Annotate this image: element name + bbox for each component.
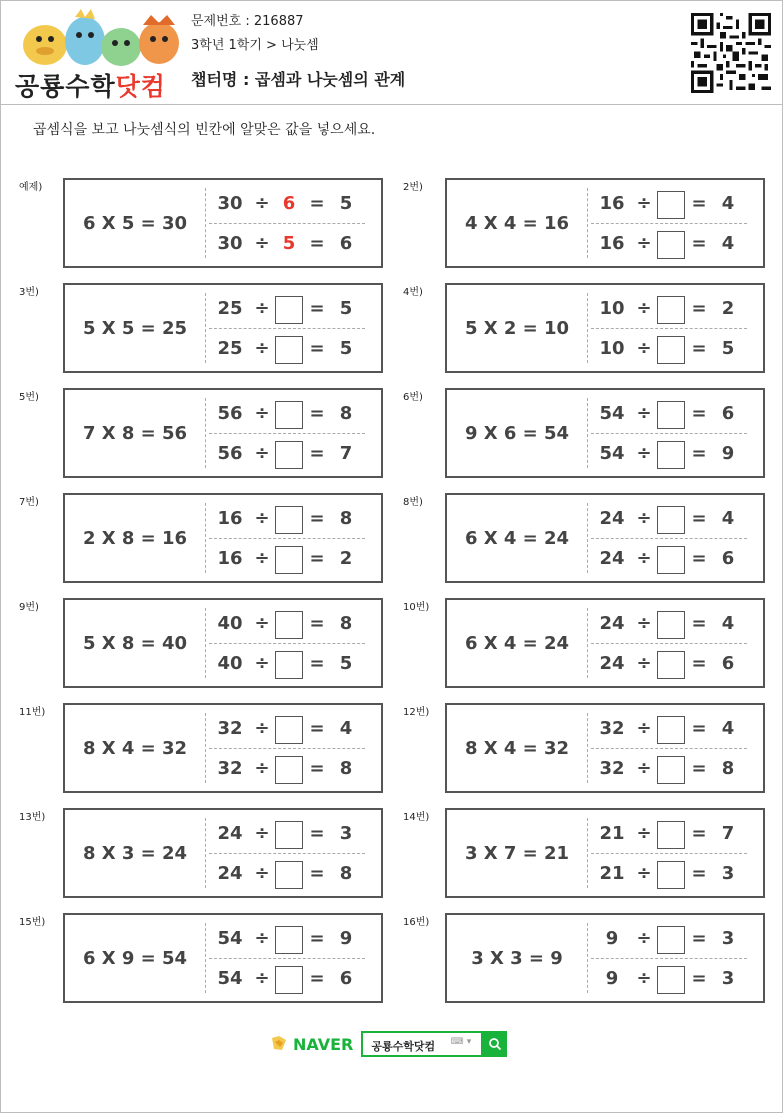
- dividend: 16: [599, 193, 625, 214]
- problem-box: [63, 808, 383, 898]
- multiplication-expression: 2 X 8 = 16: [82, 527, 188, 549]
- answer-blank[interactable]: [657, 336, 685, 364]
- problem-box: [445, 493, 765, 583]
- dividend: 9: [605, 928, 619, 949]
- quotient: 4: [721, 233, 735, 254]
- quotient: 8: [339, 508, 353, 529]
- problem-box: [63, 283, 383, 373]
- quotient: 5: [339, 193, 353, 214]
- equals-sign: =: [309, 508, 325, 529]
- problem-label: 10번): [403, 602, 430, 613]
- dividend: 24: [599, 508, 625, 529]
- quotient: 8: [339, 403, 353, 424]
- quotient: 5: [339, 653, 353, 674]
- problem-label: 14번): [403, 812, 430, 823]
- dividend: 10: [599, 338, 625, 359]
- problem-label: 5번): [19, 392, 39, 403]
- answer-blank[interactable]: [657, 546, 685, 574]
- divide-sign: ÷: [636, 193, 652, 214]
- dividend: 25: [217, 298, 243, 319]
- divide-sign: ÷: [636, 863, 652, 884]
- dashed-divider: [205, 713, 206, 783]
- instruction-text: 곱셈식을 보고 나눗셈식의 빈칸에 알맞은 값을 넣으세요.: [33, 122, 376, 138]
- dividend: 32: [217, 758, 243, 779]
- naver-search-input[interactable]: [361, 1031, 483, 1057]
- dashed-divider: [205, 188, 206, 258]
- answer-blank[interactable]: [275, 716, 303, 744]
- answer-blank[interactable]: [275, 506, 303, 534]
- equals-sign: =: [309, 863, 325, 884]
- dividend: 32: [217, 718, 243, 739]
- answer-blank[interactable]: [275, 756, 303, 784]
- equals-sign: =: [309, 653, 325, 674]
- equals-sign: =: [309, 758, 325, 779]
- dashed-divider: [205, 398, 206, 468]
- divide-sign: ÷: [254, 193, 270, 214]
- quotient: 5: [721, 338, 735, 359]
- answer-blank[interactable]: [657, 861, 685, 889]
- problem-box: [63, 598, 383, 688]
- multiplication-expression: 3 X 3 = 9: [471, 947, 563, 969]
- answer-blank[interactable]: [657, 651, 685, 679]
- quotient: 6: [339, 968, 353, 989]
- divide-sign: ÷: [636, 508, 652, 529]
- equals-sign: =: [691, 653, 707, 674]
- divide-sign: ÷: [636, 968, 652, 989]
- division-row-bot: [215, 336, 375, 364]
- dashed-row-divider: [591, 958, 747, 959]
- problem-box: [445, 703, 765, 793]
- answer-blank[interactable]: [657, 401, 685, 429]
- dashed-divider: [587, 923, 588, 993]
- problem-label: 예제): [19, 182, 43, 193]
- dashed-row-divider: [209, 433, 365, 434]
- multiplication-expression: 6 X 4 = 24: [464, 527, 570, 549]
- dividend: 24: [599, 613, 625, 634]
- search-button[interactable]: [483, 1031, 507, 1057]
- divide-sign: ÷: [636, 928, 652, 949]
- quotient: 9: [339, 928, 353, 949]
- dashed-row-divider: [209, 748, 365, 749]
- dashed-divider: [205, 923, 206, 993]
- dashed-row-divider: [591, 223, 747, 224]
- quotient: 7: [339, 443, 353, 464]
- worksheet-header: [1, 1, 782, 105]
- problem-box: [63, 388, 383, 478]
- division-row-top: [215, 401, 375, 429]
- worksheet-meta: [191, 13, 319, 61]
- equals-sign: =: [691, 548, 707, 569]
- division-row-top: [215, 296, 375, 324]
- equals-sign: =: [691, 718, 707, 739]
- equals-sign: =: [309, 443, 325, 464]
- answer-blank[interactable]: [657, 966, 685, 994]
- naver-search-banner: [269, 1031, 507, 1057]
- equals-sign: =: [691, 298, 707, 319]
- divide-sign: ÷: [254, 233, 270, 254]
- answer-blank[interactable]: [275, 651, 303, 679]
- division-row-top: [215, 611, 375, 639]
- divide-sign: ÷: [636, 233, 652, 254]
- problem-box: [445, 913, 765, 1003]
- answer-blank[interactable]: [657, 926, 685, 954]
- course-breadcrumb: 3학년 1학기 > 나눗셈: [191, 38, 319, 53]
- divide-sign: ÷: [254, 823, 270, 844]
- problem-label: 9번): [19, 602, 39, 613]
- divide-sign: ÷: [254, 928, 270, 949]
- division-row-top: [215, 821, 375, 849]
- quotient: 4: [721, 718, 735, 739]
- dividend: 56: [217, 443, 243, 464]
- division-row-bot: [597, 966, 757, 994]
- division-row-top: [215, 191, 375, 219]
- dividend: 54: [599, 403, 625, 424]
- division-row-bot: [215, 231, 375, 259]
- division-row-bot: [597, 441, 757, 469]
- dashed-divider: [587, 503, 588, 573]
- chapter-title: 챕터명 : 곱셈과 나눗셈의 관계: [191, 70, 406, 89]
- multiplication-expression: 4 X 4 = 16: [464, 212, 570, 234]
- dashed-row-divider: [209, 643, 365, 644]
- division-row-top: [597, 506, 757, 534]
- dashed-row-divider: [209, 538, 365, 539]
- equals-sign: =: [309, 403, 325, 424]
- naver-brand-text: NAVER: [293, 1034, 354, 1054]
- dashed-row-divider: [209, 328, 365, 329]
- division-row-bot: [215, 966, 375, 994]
- quotient: 8: [339, 863, 353, 884]
- quotient: 4: [721, 613, 735, 634]
- equals-sign: =: [691, 758, 707, 779]
- dividend: 24: [217, 823, 243, 844]
- dividend: 30: [217, 193, 243, 214]
- problem-box: [445, 808, 765, 898]
- site-logo-text: [15, 67, 166, 103]
- multiplication-expression: 6 X 9 = 54: [82, 947, 188, 969]
- problem-label: 11번): [19, 707, 46, 718]
- division-row-top: [215, 716, 375, 744]
- problem-label: 6번): [403, 392, 423, 403]
- problem-label: 8번): [403, 497, 423, 508]
- dashed-row-divider: [591, 433, 747, 434]
- quotient: 2: [339, 548, 353, 569]
- equals-sign: =: [691, 928, 707, 949]
- dashed-divider: [205, 293, 206, 363]
- equals-sign: =: [691, 863, 707, 884]
- quotient: 3: [721, 928, 735, 949]
- quotient: 9: [721, 443, 735, 464]
- multiplication-expression: 8 X 3 = 24: [82, 842, 188, 864]
- division-row-bot: [597, 336, 757, 364]
- dashed-divider: [587, 293, 588, 363]
- quotient: 2: [721, 298, 735, 319]
- multiplication-expression: 5 X 5 = 25: [82, 317, 188, 339]
- quotient: 4: [721, 193, 735, 214]
- division-row-bot: [215, 651, 375, 679]
- problem-box: [63, 493, 383, 583]
- division-row-bot: [215, 546, 375, 574]
- equals-sign: =: [691, 823, 707, 844]
- divide-sign: ÷: [254, 338, 270, 359]
- problem-label: 4번): [403, 287, 423, 298]
- divide-sign: ÷: [254, 718, 270, 739]
- divide-sign: ÷: [254, 968, 270, 989]
- multiplication-expression: 7 X 8 = 56: [82, 422, 188, 444]
- dividend: 24: [599, 548, 625, 569]
- dividend: 24: [217, 863, 243, 884]
- division-row-top: [597, 401, 757, 429]
- dividend: 54: [217, 968, 243, 989]
- equals-sign: =: [309, 823, 325, 844]
- problem-box: [445, 178, 765, 268]
- problem-box: [445, 598, 765, 688]
- dividend: 21: [599, 863, 625, 884]
- naver-logo-icon: [269, 1034, 289, 1054]
- answer-blank[interactable]: [275, 401, 303, 429]
- equals-sign: =: [691, 233, 707, 254]
- division-row-top: [215, 926, 375, 954]
- quotient: 5: [339, 338, 353, 359]
- multiplication-expression: 9 X 6 = 54: [464, 422, 570, 444]
- dinosaur-mascots-logo: [13, 7, 181, 69]
- problem-box: [63, 703, 383, 793]
- dividend: 30: [217, 233, 243, 254]
- dividend: 25: [217, 338, 243, 359]
- division-row-bot: [597, 861, 757, 889]
- answer-blank[interactable]: [275, 821, 303, 849]
- divide-sign: ÷: [636, 338, 652, 359]
- division-row-bot: [215, 861, 375, 889]
- answer-blank[interactable]: [275, 611, 303, 639]
- division-row-top: [597, 926, 757, 954]
- answer-blank[interactable]: [657, 506, 685, 534]
- quotient: 8: [339, 758, 353, 779]
- answer-blank[interactable]: [657, 191, 685, 219]
- dashed-row-divider: [591, 643, 747, 644]
- dashed-row-divider: [209, 223, 365, 224]
- dashed-divider: [205, 503, 206, 573]
- dashed-divider: [205, 608, 206, 678]
- quotient: 6: [721, 548, 735, 569]
- problem-box: [445, 388, 765, 478]
- quotient: 3: [721, 968, 735, 989]
- dividend: 21: [599, 823, 625, 844]
- equals-sign: =: [691, 403, 707, 424]
- quotient: 3: [339, 823, 353, 844]
- divide-sign: ÷: [636, 613, 652, 634]
- divide-sign: ÷: [254, 548, 270, 569]
- search-input-value: 공룡수학닷컴: [371, 1040, 436, 1053]
- division-row-bot: [597, 756, 757, 784]
- division-row-bot: [597, 651, 757, 679]
- divide-sign: ÷: [254, 653, 270, 674]
- dashed-divider: [587, 608, 588, 678]
- divide-sign: ÷: [636, 718, 652, 739]
- dashed-divider: [587, 818, 588, 888]
- problem-box: [63, 178, 383, 268]
- division-row-bot: [597, 231, 757, 259]
- answer-blank[interactable]: [657, 441, 685, 469]
- answer-blank[interactable]: [657, 821, 685, 849]
- equals-sign: =: [309, 613, 325, 634]
- divide-sign: ÷: [636, 823, 652, 844]
- problem-label: 13번): [19, 812, 46, 823]
- equals-sign: =: [309, 338, 325, 359]
- equals-sign: =: [691, 613, 707, 634]
- answer-blank[interactable]: [275, 296, 303, 324]
- problem-label: 12번): [403, 707, 430, 718]
- dashed-divider: [205, 818, 206, 888]
- equals-sign: =: [691, 443, 707, 464]
- answer-blank[interactable]: [275, 336, 303, 364]
- equals-sign: =: [691, 338, 707, 359]
- multiplication-expression: 6 X 5 = 30: [82, 212, 188, 234]
- division-row-top: [597, 611, 757, 639]
- problem-box: [445, 283, 765, 373]
- answer-blank[interactable]: [275, 546, 303, 574]
- dashed-row-divider: [591, 328, 747, 329]
- logo-text-accent: 닷컴: [115, 72, 166, 101]
- equals-sign: =: [309, 718, 325, 739]
- quotient: 4: [721, 508, 735, 529]
- multiplication-expression: 5 X 8 = 40: [82, 632, 188, 654]
- example-answer: 6: [282, 193, 296, 214]
- naver-brand: [269, 1034, 353, 1054]
- answer-blank[interactable]: [275, 861, 303, 889]
- equals-sign: =: [691, 508, 707, 529]
- dashed-divider: [587, 188, 588, 258]
- division-row-bot: [215, 756, 375, 784]
- dividend: 16: [599, 233, 625, 254]
- division-row-top: [597, 716, 757, 744]
- quotient: 5: [339, 298, 353, 319]
- answer-blank[interactable]: [275, 441, 303, 469]
- qr-code: [691, 13, 771, 93]
- equals-sign: =: [691, 968, 707, 989]
- divide-sign: ÷: [636, 443, 652, 464]
- multiplication-expression: 6 X 4 = 24: [464, 632, 570, 654]
- problem-label: 7번): [19, 497, 39, 508]
- dashed-row-divider: [209, 958, 365, 959]
- multiplication-expression: 5 X 2 = 10: [464, 317, 570, 339]
- dashed-row-divider: [591, 538, 747, 539]
- answer-blank[interactable]: [275, 926, 303, 954]
- equals-sign: =: [309, 298, 325, 319]
- equals-sign: =: [309, 233, 325, 254]
- divide-sign: ÷: [254, 613, 270, 634]
- dividend: 10: [599, 298, 625, 319]
- problem-label: 3번): [19, 287, 39, 298]
- divide-sign: ÷: [636, 403, 652, 424]
- dividend: 9: [605, 968, 619, 989]
- divide-sign: ÷: [636, 758, 652, 779]
- divide-sign: ÷: [636, 298, 652, 319]
- equals-sign: =: [309, 928, 325, 949]
- quotient: 4: [339, 718, 353, 739]
- quotient: 6: [721, 653, 735, 674]
- division-row-top: [215, 506, 375, 534]
- dashed-divider: [587, 713, 588, 783]
- divide-sign: ÷: [254, 758, 270, 779]
- problem-label: 15번): [19, 917, 46, 928]
- division-row-top: [597, 821, 757, 849]
- dividend: 16: [217, 508, 243, 529]
- quotient: 3: [721, 863, 735, 884]
- divide-sign: ÷: [254, 443, 270, 464]
- dividend: 40: [217, 613, 243, 634]
- quotient: 6: [339, 233, 353, 254]
- dashed-row-divider: [209, 853, 365, 854]
- dashed-divider: [587, 398, 588, 468]
- divide-sign: ÷: [636, 548, 652, 569]
- quotient: 8: [721, 758, 735, 779]
- answer-blank[interactable]: [275, 966, 303, 994]
- answer-blank[interactable]: [657, 231, 685, 259]
- dividend: 54: [599, 443, 625, 464]
- division-row-top: [597, 191, 757, 219]
- division-row-bot: [597, 546, 757, 574]
- dashed-row-divider: [591, 748, 747, 749]
- equals-sign: =: [309, 193, 325, 214]
- answer-blank[interactable]: [657, 611, 685, 639]
- dividend: 32: [599, 758, 625, 779]
- dividend: 54: [217, 928, 243, 949]
- dividend: 16: [217, 548, 243, 569]
- dividend: 40: [217, 653, 243, 674]
- division-row-top: [597, 296, 757, 324]
- problem-label: 2번): [403, 182, 423, 193]
- problem-label: 16번): [403, 917, 430, 928]
- problem-box: [63, 913, 383, 1003]
- answer-blank[interactable]: [657, 296, 685, 324]
- dividend: 56: [217, 403, 243, 424]
- answer-blank[interactable]: [657, 716, 685, 744]
- divide-sign: ÷: [254, 508, 270, 529]
- problem-number: 문제번호 : 216887: [191, 14, 304, 29]
- answer-blank[interactable]: [657, 756, 685, 784]
- multiplication-expression: 3 X 7 = 21: [464, 842, 570, 864]
- quotient: 8: [339, 613, 353, 634]
- multiplication-expression: 8 X 4 = 32: [464, 737, 570, 759]
- quotient: 6: [721, 403, 735, 424]
- example-answer: 5: [282, 233, 296, 254]
- divide-sign: ÷: [254, 863, 270, 884]
- dashed-row-divider: [591, 853, 747, 854]
- equals-sign: =: [691, 193, 707, 214]
- divide-sign: ÷: [636, 653, 652, 674]
- multiplication-expression: 8 X 4 = 32: [82, 737, 188, 759]
- divide-sign: ÷: [254, 403, 270, 424]
- division-row-bot: [215, 441, 375, 469]
- dividend: 24: [599, 653, 625, 674]
- keyboard-dropdown-icon[interactable]: ⌨ ▾: [450, 1037, 472, 1047]
- search-icon: [488, 1037, 502, 1051]
- logo-text-main: 공룡수학: [15, 72, 116, 101]
- dividend: 32: [599, 718, 625, 739]
- equals-sign: =: [309, 548, 325, 569]
- equals-sign: =: [309, 968, 325, 989]
- quotient: 7: [721, 823, 735, 844]
- divide-sign: ÷: [254, 298, 270, 319]
